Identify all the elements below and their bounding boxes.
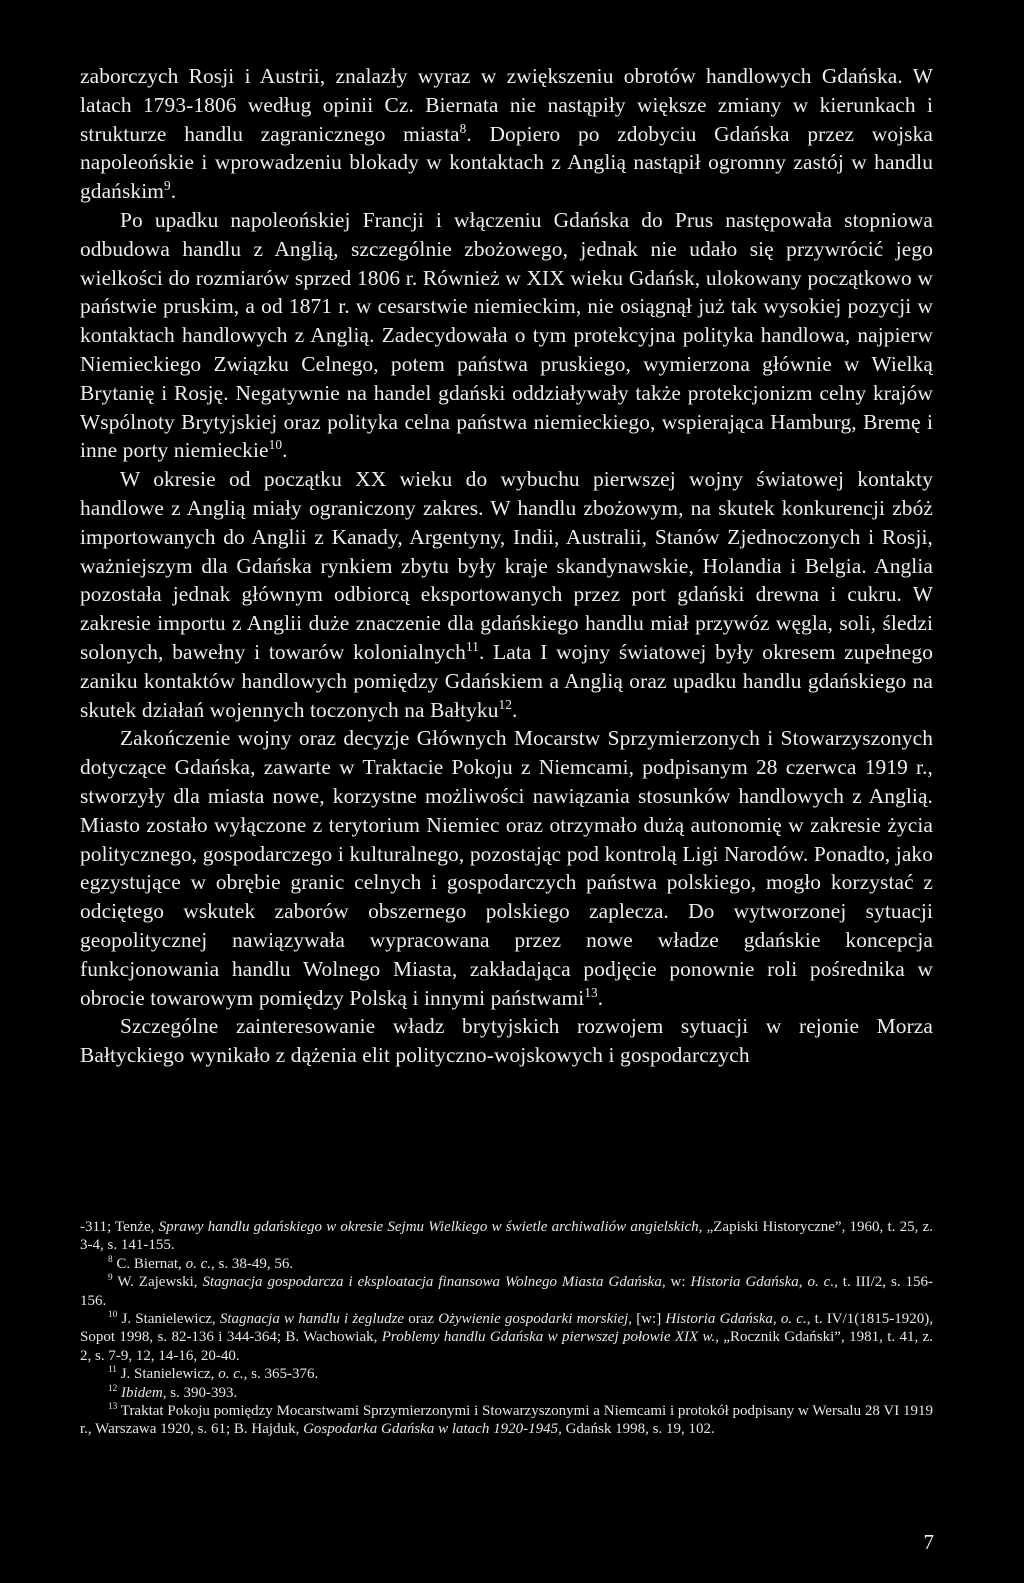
footnote-number: 13: [108, 1402, 118, 1413]
footnote-title: Ożywienie gospodarki morskiej: [438, 1311, 629, 1328]
footnote-ref-12: 12: [498, 696, 512, 712]
footnote-text: , w:: [661, 1274, 691, 1291]
paragraph-3-text: W okresie od początku XX wieku do wybuchu pierwszej wojny światowej kontakty handlowe z Anglią miały ograniczony zakres. W handlu zbożowym, na skutek konkurencji zbóż importowanych do Anglii z Kanady, Argentyny, Indii, Australii, Stanów Zjednoczonych i Rosji, ważniejszym dla Gdańska rynkiem zbytu były kraje skandynawskie, Holandia i Belgia. Anglia pozostała jednak głównym odbiorcą eksportowanych przez port gdański drewna i cukru. W zakresie importu z Anglii duże znaczenie dla gdańskiego handlu miał przywóz węgla, soli, śledzi solonych, bawełny i towarów kolonialnych: [80, 467, 933, 664]
footnote-text: , s. 390-393.: [162, 1384, 238, 1401]
footnote-ref-8: 8: [459, 120, 467, 136]
footnote-title: Historia Gdańska, o. c.: [690, 1274, 835, 1291]
footnote-text: , [w:]: [628, 1311, 666, 1328]
paragraph-5: [80, 1012, 933, 1070]
footnote-10: [80, 1310, 933, 1365]
footnote-11: [80, 1365, 933, 1383]
footnote-text: W. Zajewski,: [112, 1274, 203, 1291]
footnote-7-continued: [80, 1218, 933, 1255]
paragraph-1-text-b: . Dopiero po zdobyciu Gdańska przez wojska napoleońskie i wprowadzeniu blokady w kontaktach z Anglią nastąpił ogromny zastój w handlu gdańskim: [80, 121, 933, 204]
paragraph-2-text-b: .: [282, 438, 288, 463]
footnote-title: o. c.: [185, 1255, 211, 1272]
paragraph-1-text: zaborczych Rosji i Austrii, znalazły wyraz w zwiększeniu obrotów handlowych Gdańska. W latach 1793-1806 według opinii Cz. Biernata nie nastąpiły większe zmiany w kierunkach i strukturze handlu zagranicznego miasta: [80, 64, 933, 146]
paragraph-5-text: Szczególne zainteresowanie władz brytyjskich rozwojem sytuacji w rejonie Morza Bałtyckiego wynikało z dążenia elit polityczno-wojskowych i gospodarczych: [80, 1014, 933, 1068]
paragraph-4-text-b: .: [597, 985, 604, 1010]
footnote-text: J. Stanielewicz,: [116, 1366, 219, 1383]
footnote-text: , „Rocznik Gdański”, 1981, t. 41, z. 2, s. 7-9, 12, 14-16, 20-40.: [80, 1329, 933, 1364]
footnote-number: 8: [108, 1254, 113, 1265]
footnote-12: [80, 1384, 933, 1402]
paragraph-4-text: Zakończenie wojny oraz decyzje Głównych Mocarstw Sprzymierzonych i Stowarzyszonych dotyczące Gdańska, zawarte w Traktacie Pokoju z Niemcami, podpisanym 28 czerwca 1919 r., stworzyły dla miasta nowe, korzystne możliwości nawiązania stosunków handlowych z Anglią. Miasto zostało wyłączone z terytorium Niemiec oraz otrzymało dużą autonomię w zakresie życia politycznego, gospodarczego i kulturalnego, pozostając pod kontrolą Ligi Narodów. Ponadto, jako egzystujące w obrębie granic celnych i gospodarczych państwa polskiego, mogło korzystać z odciętego wskutek zaborów obszernego polskiego zaplecza. Do wytworzonej sytuacji geopolitycznej nawiązywała wypracowana przez nowe władze gdańskie koncepcja funkcjonowania handlu Wolnego Miasta, zakładająca podjęcie ponownie roli pośrednika w obrocie towarowym pomiędzy Polską i innymi państwami: [80, 726, 933, 1010]
footnote-ref-9: 9: [163, 178, 171, 194]
footnote-13: [80, 1402, 933, 1439]
footnote-ref-13: 13: [584, 984, 598, 1000]
paragraph-3-text-c: .: [511, 697, 518, 722]
footnote-text: -311; Tenże,: [80, 1219, 159, 1235]
footnote-title: Problemy handlu Gdańska w pierwszej połowie XIX w.: [381, 1329, 716, 1346]
footnotes: [80, 1218, 933, 1439]
footnote-number: 10: [108, 1310, 118, 1321]
footnote-text: oraz: [404, 1311, 439, 1328]
footnote-title: Stagnacja w handlu i żegludze: [219, 1311, 405, 1328]
footnote-title: Ibidem: [117, 1384, 163, 1401]
footnote-9: [80, 1273, 933, 1310]
footnote-number: 9: [108, 1273, 113, 1284]
main-text: [80, 62, 933, 1070]
paragraph-2-text: Po upadku napoleońskiej Francji i włączeniu Gdańska do Prus następowała stopniowa odbudowa handlu z Anglią, szczególnie zbożowego, jednak nie udało się przywrócić jego wielkości do rozmiarów sprzed 1806 r. Również w XIX wieku Gdańsk, ulokowany początkowo w państwie pruskim, a od 1871 r. w cesarstwie niemieckim, nie osiągnął już tak wysokiej pozycji w kontaktach handlowych z Anglią. Zadecydowała o tym protekcyjna polityka handlowa, najpierw Niemieckiego Związku Celnego, potem państwa pruskiego, wymierzona głównie w Wielką Brytanię i Rosję. Negatywnie na handel gdański oddziaływały także protekcjonizm celny krajów Wspólnoty Brytyjskiej oraz polityka celna państwa niemieckiego, wspierająca Hamburg, Bremę i inne porty niemieckie: [80, 207, 933, 463]
footnote-number: 12: [108, 1383, 118, 1394]
paragraph-1-text-c: .: [170, 179, 177, 204]
footnote-title: Gospodarka Gdańska w latach 1920-1945: [303, 1421, 559, 1438]
footnote-title: o. c.: [218, 1366, 244, 1383]
paragraph-4: [80, 724, 933, 1012]
footnote-text: , s. 38-49, 56.: [210, 1255, 294, 1272]
footnote-text: , t. IV/1(1815-1920), Sopot 1998, s. 82-136 i 344-364; B. Wachowiak,: [80, 1311, 933, 1346]
footnote-text: J. Stanielewicz,: [117, 1311, 220, 1328]
paragraph-3-text-b: . Lata I wojny światowej były okresem zupełnego zaniku kontaktów handlowych pomiędzy Gdańskiem a Anglią oraz upadku handlu gdańskiego na skutek działań wojennych toczonych na Bałtyku: [80, 639, 933, 722]
page-number: 7: [923, 1530, 934, 1554]
footnote-text: Traktat Pokoju pomiędzy Mocarstwami Sprzymierzonymi i Stowarzyszonymi a Niemcami i protokół podpisany w Wersalu 28 VI 1919 r., Warszawa 1920, s. 61; B. Hajduk,: [80, 1403, 933, 1438]
footnote-title: Stagnacja gospodarcza i eksploatacja finansowa Wolnego Miasta Gdańska: [202, 1274, 662, 1291]
footnote-text: , s. 365-376.: [243, 1366, 319, 1383]
footnote-number: 11: [108, 1365, 117, 1376]
footnote-text: , „Zapiski Historyczne”, 1960, t. 25, z. 3-4, s. 141-155.: [80, 1219, 933, 1254]
footnote-title: Historia Gdańska, o. c.: [665, 1311, 807, 1328]
footnote-ref-11: 11: [465, 638, 479, 654]
paragraph-2: [80, 206, 933, 465]
footnote-title: Sprawy handlu gdańskiego w okresie Sejmu Wielkiego w świetle archiwaliów angielskich: [158, 1219, 699, 1235]
paragraph-1: [80, 62, 933, 206]
footnote-text: C. Biernat,: [112, 1255, 186, 1272]
footnote-text: , t. III/2, s. 156-156.: [80, 1274, 934, 1309]
footnote-ref-10: 10: [268, 437, 283, 453]
paragraph-3: [80, 465, 933, 724]
footnote-text: , Gdańsk 1998, s. 19, 102.: [558, 1421, 715, 1438]
footnote-8: [80, 1255, 933, 1273]
